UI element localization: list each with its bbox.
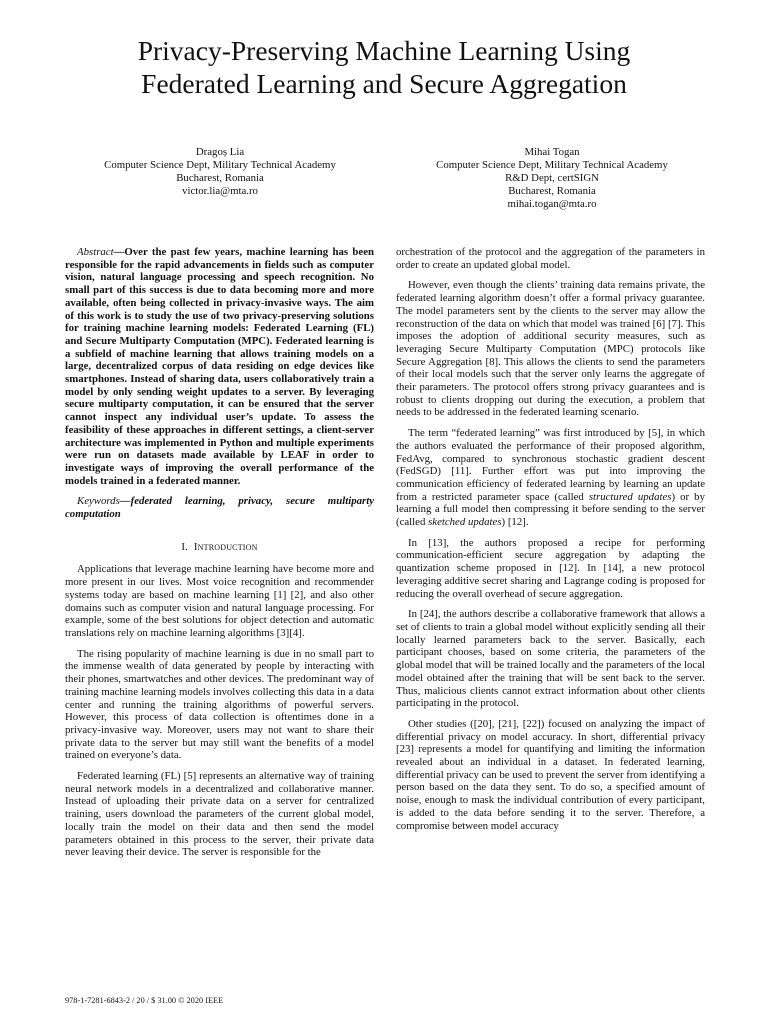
- italic-term: structured updates: [588, 490, 672, 503]
- abstract-label: Abstract: [77, 246, 114, 258]
- paragraph: However, even though the clients’ training data remains private, the federated learning algorithm doesn’t offer a formal privacy guarantee. The model parameters sent by the clients to the server may allow the reconstruction of the data on which that model was trained [6] [7]. This imposes the adoption of additional security measures, such as leveraging Secure Multiparty Computation (MPC) protocols like Secure Aggregation [8]. This allows the clients to send the parameters of their local models such that the server only learns the aggregate of their parameters. The protocol offers strong privacy guarantees and is robust to clients dropping out during the execution, a problem that needs to be addressed in the federated learning scenario.: [396, 279, 705, 419]
- paragraph: Applications that leverage machine learning have become more and more present in our lives. Most voice recognition and recommender systems today are based on machine learning [1] [2], and also other domains such as computer vision and natural language processing. For example, some of the best solutions for object detection and automatic translations rely on machine learning algorithms [3][4].: [65, 563, 374, 639]
- author-dept: Computer Science Dept, Military Technical Academy: [104, 159, 336, 171]
- left-column: [65, 246, 374, 867]
- section-title: Introduction: [193, 540, 258, 553]
- right-column: [396, 246, 705, 840]
- paragraph: Federated learning (FL) [5] represents an alternative way of training neural network models in a decentralized and collaborative manner. Instead of uploading their private data on a server for centralized training, users download the parameters of the current global model, locally train the model on their data and then send the model parameters obtained in this process to the server, their private data never leaving their device. The server is responsible for the: [65, 770, 374, 859]
- keywords-text: federated learning, privacy, secure multiparty computation: [65, 495, 374, 521]
- paragraph: In [13], the authors proposed a recipe for performing communication-efficient secure aggregation by adapting the quantization scheme proposed in [12]. In [14], a new protocol leveraging additive secret sharing and Lagrange coding is proposed for reducing the overall overhead of secure aggregation.: [396, 536, 705, 600]
- text-run: ) or by learning a full model then compressing it before sending to the server (called: [396, 490, 705, 529]
- italic-term: sketched updates: [428, 516, 502, 529]
- paper-title: [40, 34, 728, 100]
- footer-copyright: 978-1-7281-6843-2 / 20 / $ 31.00 © 2020 IEEE: [65, 996, 224, 1005]
- author-block-1: [60, 146, 380, 198]
- author-name: Mihai Togan: [524, 146, 580, 158]
- paragraph: Other studies ([20], [21], [22]) focused on analyzing the impact of differential privacy on model accuracy. In short, differential privacy [23] represents a model for quantifying and limiting the information revealed about an individual in a dataset. In federated learning, differential privacy can be used to prevent the server from identifying a person based on the data they sent. To do so, a specified amount of noise, enough to mask the individual contribution of every participant, is added to the data before sending it to the server. Therefore, a compromise between model accuracy: [396, 717, 705, 832]
- section-heading-introduction: [65, 541, 374, 554]
- keywords: Keywords—federated learning, privacy, secure multiparty computation: [65, 495, 374, 521]
- author-email: victor.lia@mta.ro: [182, 185, 258, 197]
- paragraph: [396, 427, 705, 529]
- abstract: Abstract—Over the past few years, machine learning has been responsible for the rapid advancements in fields such as computer vision, natural language processing and speech recognition. No small part of this success is due to data becoming more and more available, often being collected in privacy-invasive ways. The aim of this work is to study the use of two privacy-preserving solutions for training machine learning models: Federated Learning (FL) and Secure Multiparty Computation (MPC). Federated learning is a subfield of machine learning that allows training models on a large, decentralized corpus of data residing on edge devices like smartphones. Instead of sharing data, users collaboratively train a model by only sending weight updates to a server. By leveraging secure multiparty computation, it can be ensured that the server cannot inspect any individual user’s update. To assess the feasibility of these approaches in different settings, a client-server architecture was implemented in Python and multiple experiments were run on datasets made available by LEAF in order to investigate ways of improving the overall performance of the models trained in a federated manner.: [65, 246, 374, 487]
- author-email: mihai.togan@mta.ro: [507, 198, 597, 210]
- author-dept-2: R&D Dept, certSIGN: [505, 172, 599, 184]
- author-name: Dragoș Lia: [195, 146, 245, 158]
- paragraph: orchestration of the protocol and the aggregation of the parameters in order to create an updated global model.: [396, 246, 705, 271]
- author-block-2: [392, 146, 712, 211]
- paragraph: In [24], the authors describe a collaborative framework that allows a set of clients to train a global model without explicitly sending all their locally learned parameters back to the server. Basically, each participant chooses, based on some criteria, the parameters of the global model that will be trained locally and the parameters of the local model obtained after the training that will be sent back to the server. Thus, malicious clients cannot extract information about other clients participating in the protocol.: [396, 608, 705, 710]
- author-city: Bucharest, Romania: [508, 185, 596, 197]
- text-run: ) [12].: [501, 516, 529, 529]
- text-run: The term “federated learning” was first introduced by [5], in which the authors evaluated the performance of their proposed algorithm, FedAvg, compared to synchronous stochastic gradient descent (FedSGD) [11]. Further effort was put into improving the communication efficiency of federated learning by learning an update from a restricted parameter space (called: [396, 427, 705, 503]
- paragraph: The rising popularity of machine learning is due in no small part to the immense wealth of data generated by people by interacting with their phones, smartwatches and other devices. The predominant way of training machine learning models involves collecting this data in a data center and running the training algorithms of powerful servers. However, this process of data collection is oftentimes done in a privacy-invasive way. Moreover, users may not want to share their private data to the server but may still want the benefits of a model trained on everyone’s data.: [65, 647, 374, 762]
- title-line-2: Federated Learning and Secure Aggregation: [141, 68, 627, 99]
- section-numeral: I.: [181, 540, 189, 553]
- author-dept: Computer Science Dept, Military Technical Academy: [436, 159, 668, 171]
- abstract-text: Over the past few years, machine learning has been responsible for the rapid advancements in fields such as computer vision, natural language processing and speech recognition. No small part of this success is due to data becoming more and more available, often being collected in privacy-invasive ways. The aim of this work is to study the use of two privacy-preserving solutions for training machine learning models: Federated Learning (FL) and Secure Multiparty Computation (MPC). Federated learning is a subfield of machine learning that allows training models on a large, decentralized corpus of data residing on edge devices like smartphones. Instead of sharing data, users collaboratively train a model by only sending weight updates to a server. By leveraging secure multiparty computation, it can be ensured that the server cannot inspect any individual user’s update. To assess the feasibility of these approaches in different settings, a client-server architecture was implemented in Python and multiple experiments were run on datasets made available by LEAF in order to investigate ways of improving the overall performance of the models trained in a federated manner.: [65, 246, 374, 487]
- author-city: Bucharest, Romania: [176, 172, 264, 184]
- keywords-label: Keywords: [77, 495, 120, 508]
- title-line-1: Privacy-Preserving Machine Learning Using: [137, 35, 631, 66]
